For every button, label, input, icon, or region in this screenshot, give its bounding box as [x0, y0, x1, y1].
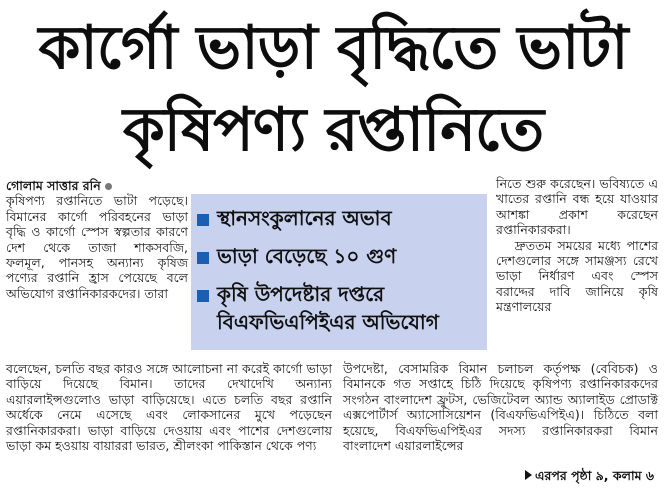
left-column-text: কৃষিপণ্য রপ্তানিতে ভাটা পড়েছে। বিমানের কার্গো পরিবহনের ভাড়া বৃদ্ধি ও কার্গো স্পেস স্বল্পতার কারণে দেশ থেকে তাজা শাকসবজি, ফলমূল, পানসহ অন্যান্য কৃষিজ পণ্যের রপ্তানি হ্রাস পেয়েছে বলে অভিযোগ রপ্তানিকারকদের। তারা: [6, 193, 188, 301]
bottom-left-text: বলেছেন, চলতি বছর কারও সঙ্গে আলোচনা না করেই কার্গো ভাড়া বাড়িয়ে দিয়েছে বিমান। তাদের দেখাদেখি অন্যান্য এয়ারলাইন্সগুলোও ভাড়া বাড়িয়েছে। এতে চলতি বছর রপ্তানি অর্ধেকে নেমে এসেছে এবং লোকসানের মুখে পড়েছেন রপ্তানিকারকরা। ভাড়া বাড়িয়ে দেওয়ায় এবং পাশের দেশগুলোয় ভাড়া কম হওয়ায় বায়াররা ভারত, শ্রীলংকা পাকিস্তান থেকে পণ্য: [6, 361, 332, 454]
bullet-dot-icon: [105, 183, 112, 190]
highlight-box: [191, 194, 487, 350]
highlight-text-2: ভাড়া বেড়েছে ১০ গুণ: [217, 244, 397, 268]
byline: [6, 178, 188, 193]
continued-on-page: [525, 468, 654, 488]
highlight-item-2: [197, 242, 481, 270]
bottom-right-column: [343, 361, 658, 453]
highlight-item-1: [197, 204, 481, 232]
left-column: [6, 178, 188, 301]
highlight-text-3a: কৃষি উপদেষ্টার দপ্তরে: [217, 282, 385, 306]
triangle-arrow-icon: [525, 470, 532, 480]
square-bullet-icon: [197, 252, 209, 264]
right-column-paragraph-1: নিতে শুরু করেছেন। ভবিষ্যতে এ খাতের রপ্তানি বন্ধ হয়ে যাওয়ার আশঙ্কা প্রকাশ করেছেন রপ্তানিকারকরা।: [496, 176, 658, 238]
right-column: [496, 176, 658, 315]
highlight-text-1: স্থানসংকুলানের অভাব: [217, 206, 392, 230]
bottom-right-text: উপদেষ্টা, বেসামরিক বিমান চলাচল কর্তৃপক্ষ (বেবিচক) ও বিমানকে গত সপ্তাহে চিঠি দিয়েছে কৃষিপণ্য রপ্তানিকারকদের সংগঠন বাংলাদেশ ফ্রুটস, ভেজিটেবল অ্যান্ড অ্যালাইড প্রোডাক্ট এক্সপোর্টার্স অ্যাসোসিয়েশন (বিএফভিএপিইএ)। চিঠিতে বলা হয়েছে, বিএফভিএপিইএর সদস্য রপ্তানিকারকরা বিমান বাংলাদেশ এয়ারলাইন্সের: [343, 361, 658, 454]
byline-text: গোলাম সাত্তার রনি: [6, 178, 101, 193]
continued-text: এরপর পৃষ্ঠা ৯, কলাম ৬: [534, 468, 654, 483]
highlight-text-3b: বিএফভিএপিইএর অভিযোগ: [217, 310, 439, 334]
headline-line-1: কার্গো ভাড়া বৃদ্ধিতে ভাটা: [38, 13, 628, 83]
right-column-paragraph-2: দ্রুততম সময়ের মধ্যে পাশের দেশগুলোর সঙ্গে সামঞ্জস্য রেখে ভাড়া নির্ধারণ এবং স্পেস বরাদ্দের দাবি জানিয়ে কৃষি মন্ত্রণালয়ের: [496, 237, 658, 315]
bottom-left-column: [6, 361, 332, 453]
square-bullet-icon: [197, 214, 209, 226]
square-bullet-icon: [197, 290, 209, 302]
headline-line-2: কৃষিপণ্য রপ্তানিতে: [122, 95, 544, 165]
highlight-item-3: [197, 280, 481, 336]
